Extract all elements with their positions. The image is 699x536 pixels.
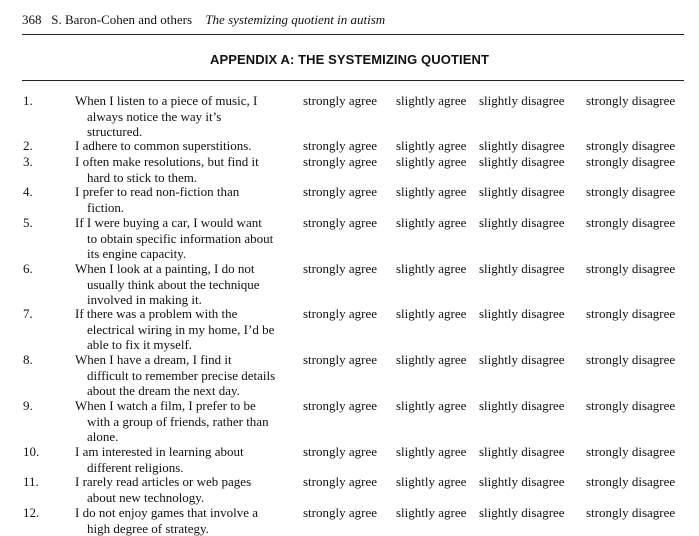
question-text (75, 184, 293, 215)
strongly-agree-option: strongly agree (303, 138, 377, 154)
strongly-agree-option: strongly agree (303, 505, 377, 521)
strongly-agree-option: strongly agree (303, 444, 377, 460)
question-text-line: hard to stick to them. (75, 170, 293, 186)
question-text-line: I am interested in learning about (75, 444, 293, 460)
question-text (75, 474, 293, 505)
page-number: 368 (22, 12, 42, 27)
strongly-agree-option: strongly agree (303, 261, 377, 277)
strongly-agree-option: strongly agree (303, 306, 377, 322)
strongly-agree-option: strongly agree (303, 352, 377, 368)
question-text-line: difficult to remember precise details (75, 368, 293, 384)
question-text-line: about new technology. (75, 490, 293, 506)
strongly-agree-option: strongly agree (303, 215, 377, 231)
authors: S. Baron-Cohen and others (51, 12, 192, 27)
question-text-line: always notice the way it’s (75, 109, 293, 125)
question-number: 11. (23, 474, 39, 490)
strongly-agree-option: strongly agree (303, 184, 377, 200)
strongly-agree-option: strongly agree (303, 474, 377, 490)
question-text (75, 352, 293, 399)
question-text-line: different religions. (75, 460, 293, 476)
strongly-disagree-option: strongly disagree (586, 215, 675, 231)
question-text-line: If there was a problem with the (75, 306, 293, 322)
slightly-disagree-option: slightly disagree (479, 154, 565, 170)
strongly-disagree-option: strongly disagree (586, 398, 675, 414)
question-text-line: electrical wiring in my home, I’d be (75, 322, 293, 338)
question-text-line: When I listen to a piece of music, I (75, 93, 293, 109)
question-text-line: involved in making it. (75, 292, 293, 308)
slightly-agree-option: slightly agree (396, 474, 466, 490)
slightly-disagree-option: slightly disagree (479, 138, 565, 154)
question-text (75, 444, 293, 475)
strongly-disagree-option: strongly disagree (586, 184, 675, 200)
slightly-agree-option: slightly agree (396, 154, 466, 170)
appendix-title: APPENDIX A: THE SYSTEMIZING QUOTIENT (0, 52, 699, 67)
question-text-line: When I watch a film, I prefer to be (75, 398, 293, 414)
question-text-line: structured. (75, 124, 293, 140)
question-text-line: able to fix it myself. (75, 337, 293, 353)
strongly-disagree-option: strongly disagree (586, 261, 675, 277)
question-text-line: fiction. (75, 200, 293, 216)
strongly-disagree-option: strongly disagree (586, 505, 675, 521)
question-number: 4. (23, 184, 33, 200)
question-number: 12. (23, 505, 39, 521)
slightly-disagree-option: slightly disagree (479, 474, 565, 490)
slightly-agree-option: slightly agree (396, 93, 466, 109)
question-text-line: When I look at a painting, I do not (75, 261, 293, 277)
question-number: 10. (23, 444, 39, 460)
question-text (75, 138, 293, 154)
slightly-agree-option: slightly agree (396, 261, 466, 277)
question-text-line: high degree of strategy. (75, 521, 293, 536)
question-text-line: I do not enjoy games that involve a (75, 505, 293, 521)
slightly-disagree-option: slightly disagree (479, 505, 565, 521)
question-text (75, 215, 293, 262)
strongly-agree-option: strongly agree (303, 398, 377, 414)
strongly-agree-option: strongly agree (303, 93, 377, 109)
journal-title: The systemizing quotient in autism (205, 12, 385, 27)
slightly-disagree-option: slightly disagree (479, 215, 565, 231)
question-text-line: its engine capacity. (75, 246, 293, 262)
question-text (75, 398, 293, 445)
question-text-line: with a group of friends, rather than (75, 414, 293, 430)
slightly-disagree-option: slightly disagree (479, 184, 565, 200)
slightly-agree-option: slightly agree (396, 398, 466, 414)
question-number: 1. (23, 93, 33, 109)
question-text (75, 505, 293, 536)
question-number: 7. (23, 306, 33, 322)
question-text (75, 93, 293, 140)
question-text-line: about the dream the next day. (75, 383, 293, 399)
question-text (75, 154, 293, 185)
question-text-line: If I were buying a car, I would want (75, 215, 293, 231)
question-text (75, 306, 293, 353)
strongly-disagree-option: strongly disagree (586, 93, 675, 109)
slightly-agree-option: slightly agree (396, 215, 466, 231)
slightly-agree-option: slightly agree (396, 505, 466, 521)
question-number: 3. (23, 154, 33, 170)
question-text-line: I often make resolutions, but find it (75, 154, 293, 170)
slightly-disagree-option: slightly disagree (479, 444, 565, 460)
question-number: 6. (23, 261, 33, 277)
strongly-disagree-option: strongly disagree (586, 352, 675, 368)
question-text-line: usually think about the technique (75, 277, 293, 293)
slightly-disagree-option: slightly disagree (479, 93, 565, 109)
strongly-disagree-option: strongly disagree (586, 138, 675, 154)
strongly-disagree-option: strongly disagree (586, 474, 675, 490)
slightly-disagree-option: slightly disagree (479, 261, 565, 277)
slightly-agree-option: slightly agree (396, 184, 466, 200)
question-text-line: When I have a dream, I find it (75, 352, 293, 368)
question-text (75, 261, 293, 308)
slightly-agree-option: slightly agree (396, 138, 466, 154)
strongly-agree-option: strongly agree (303, 154, 377, 170)
strongly-disagree-option: strongly disagree (586, 154, 675, 170)
question-text-line: to obtain specific information about (75, 231, 293, 247)
slightly-disagree-option: slightly disagree (479, 398, 565, 414)
slightly-agree-option: slightly agree (396, 306, 466, 322)
slightly-disagree-option: slightly disagree (479, 352, 565, 368)
strongly-disagree-option: strongly disagree (586, 306, 675, 322)
question-number: 9. (23, 398, 33, 414)
strongly-disagree-option: strongly disagree (586, 444, 675, 460)
question-text-line: I adhere to common superstitions. (75, 138, 293, 154)
question-number: 5. (23, 215, 33, 231)
question-text-line: I rarely read articles or web pages (75, 474, 293, 490)
question-number: 8. (23, 352, 33, 368)
slightly-agree-option: slightly agree (396, 352, 466, 368)
slightly-agree-option: slightly agree (396, 444, 466, 460)
question-number: 2. (23, 138, 33, 154)
slightly-disagree-option: slightly disagree (479, 306, 565, 322)
question-text-line: alone. (75, 429, 293, 445)
question-text-line: I prefer to read non-fiction than (75, 184, 293, 200)
